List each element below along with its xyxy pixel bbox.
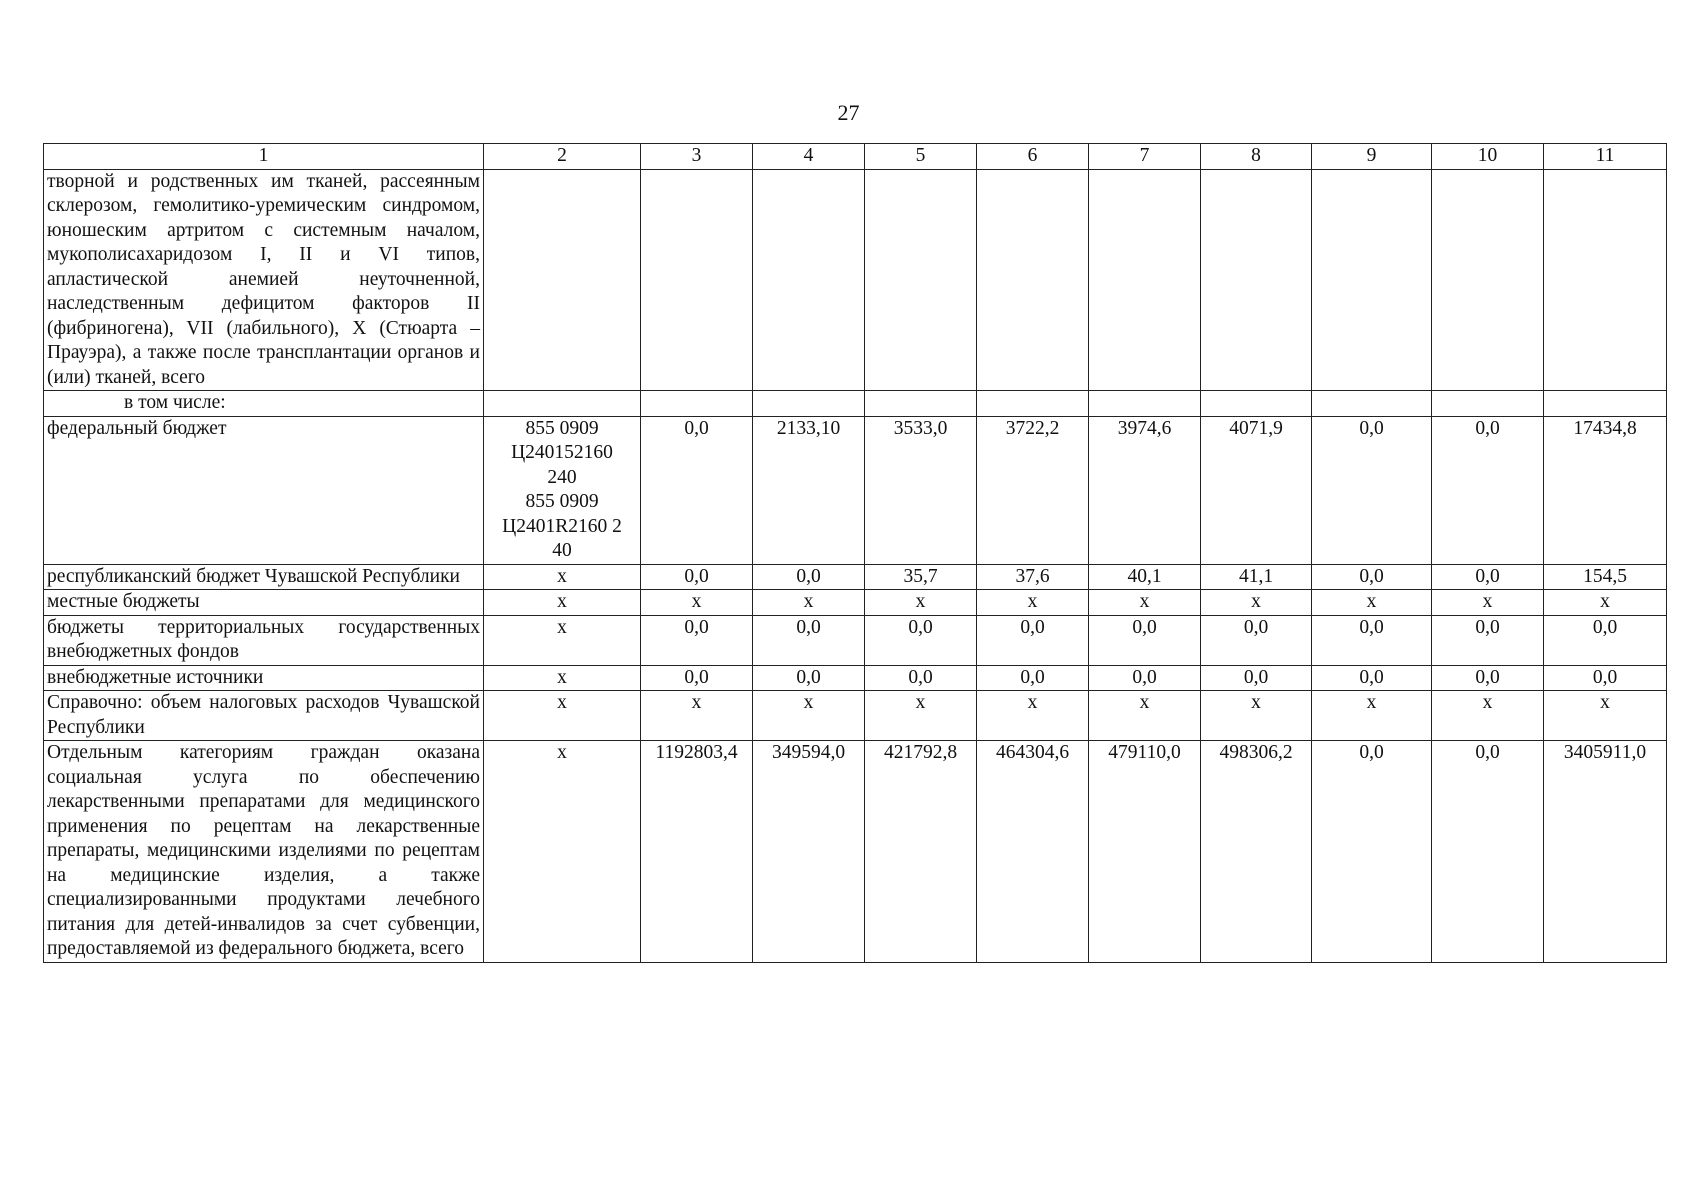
value-cell — [977, 391, 1089, 417]
value-cell: 0,0 — [1312, 741, 1432, 963]
value-cell: 0,0 — [1312, 416, 1432, 564]
value-cell: 0,0 — [1201, 665, 1312, 691]
row-description: внебюджетные источники — [44, 665, 484, 691]
value-cell: x — [977, 590, 1089, 616]
value-cell: 3974,6 — [1089, 416, 1201, 564]
value-cell: x — [865, 590, 977, 616]
value-cell: x — [1089, 590, 1201, 616]
value-cell: 0,0 — [1312, 665, 1432, 691]
budget-code: x — [484, 691, 641, 741]
value-cell: 0,0 — [865, 665, 977, 691]
value-cell: 0,0 — [1544, 665, 1667, 691]
budget-code: x — [484, 615, 641, 665]
value-cell: 0,0 — [641, 416, 753, 564]
value-cell: x — [1312, 590, 1432, 616]
value-cell: 3722,2 — [977, 416, 1089, 564]
value-cell: 479110,0 — [1089, 741, 1201, 963]
value-cell: 0,0 — [1432, 741, 1544, 963]
value-cell: 498306,2 — [1201, 741, 1312, 963]
header-row — [44, 144, 1667, 170]
value-cell: x — [1544, 590, 1667, 616]
value-cell — [753, 391, 865, 417]
budget-code — [484, 169, 641, 391]
page-number: 27 — [837, 100, 860, 125]
header-cell: 9 — [1312, 144, 1432, 170]
value-cell: 3405911,0 — [1544, 741, 1667, 963]
value-cell: 421792,8 — [865, 741, 977, 963]
budget-code: x — [484, 564, 641, 590]
table-row — [44, 564, 1667, 590]
row-description: республиканский бюджет Чувашской Республики — [44, 564, 484, 590]
header-cell: 5 — [865, 144, 977, 170]
value-cell — [977, 169, 1089, 391]
value-cell: 3533,0 — [865, 416, 977, 564]
value-cell: 4071,9 — [1201, 416, 1312, 564]
value-cell: x — [753, 691, 865, 741]
value-cell: 0,0 — [753, 564, 865, 590]
budget-table — [43, 143, 1667, 963]
value-cell — [1544, 391, 1667, 417]
value-cell: 0,0 — [1432, 416, 1544, 564]
value-cell: 0,0 — [1201, 615, 1312, 665]
value-cell — [1201, 391, 1312, 417]
table-row — [44, 615, 1667, 665]
value-cell — [1312, 391, 1432, 417]
value-cell: 0,0 — [1432, 564, 1544, 590]
value-cell: 0,0 — [977, 665, 1089, 691]
value-cell: 0,0 — [977, 615, 1089, 665]
header-cell: 3 — [641, 144, 753, 170]
budget-code-line: 40 — [552, 540, 572, 561]
value-cell — [865, 391, 977, 417]
header-cell: 6 — [977, 144, 1089, 170]
row-description: творной и родственных им тканей, рассеянным склерозом, гемолитико-уремическим синдромом, юношеским артритом с системным началом, мукополисахаридозом I, II и VI типов, апластической анемией неуточненной, наследственным дефицитом факторов II (фибриногена), VII (лабильного), X (Стюарта – Прауэра), а также после трансплантации органов и (или) тканей, всего — [44, 169, 484, 391]
header-cell: 2 — [484, 144, 641, 170]
budget-code-line: Ц2401R2160 2 — [502, 515, 622, 537]
value-cell: x — [977, 691, 1089, 741]
header-cell: 11 — [1544, 144, 1667, 170]
budget-code — [484, 416, 641, 564]
row-description: в том числе: — [44, 391, 484, 417]
value-cell: 0,0 — [1312, 564, 1432, 590]
budget-code: x — [484, 665, 641, 691]
value-cell: 0,0 — [641, 665, 753, 691]
value-cell: 0,0 — [1312, 615, 1432, 665]
value-cell: x — [641, 590, 753, 616]
row-description: бюджеты территориальных государственных внебюджетных фондов — [44, 615, 484, 665]
value-cell: 0,0 — [1432, 665, 1544, 691]
value-cell: 464304,6 — [977, 741, 1089, 963]
header-cell: 8 — [1201, 144, 1312, 170]
row-description: Отдельным категориям граждан оказана социальная услуга по обеспечению лекарственными препаратами для медицинского применения по рецептам на лекарственные препараты, медицинскими изделиями по рецептам на медицинские изделия, а также специализированными продуктами лечебного питания для детей-инвалидов за счет субвенции, предоставляемой из федерального бюджета, всего — [44, 741, 484, 963]
table-row — [44, 691, 1667, 741]
table-row — [44, 169, 1667, 391]
value-cell: x — [1432, 590, 1544, 616]
value-cell: 0,0 — [1089, 615, 1201, 665]
value-cell: 0,0 — [753, 615, 865, 665]
value-cell: 154,5 — [1544, 564, 1667, 590]
value-cell: 37,6 — [977, 564, 1089, 590]
value-cell: 349594,0 — [753, 741, 865, 963]
value-cell: 35,7 — [865, 564, 977, 590]
row-description: местные бюджеты — [44, 590, 484, 616]
value-cell — [1312, 169, 1432, 391]
table-row — [44, 391, 1667, 417]
budget-code — [484, 391, 641, 417]
row-description: федеральный бюджет — [44, 416, 484, 564]
header-cell: 1 — [44, 144, 484, 170]
value-cell: 17434,8 — [1544, 416, 1667, 564]
header-cell: 4 — [753, 144, 865, 170]
budget-code-line: 855 0909 — [525, 417, 599, 439]
value-cell: x — [1089, 691, 1201, 741]
value-cell: 1192803,4 — [641, 741, 753, 963]
value-cell: x — [1201, 691, 1312, 741]
value-cell: x — [1432, 691, 1544, 741]
value-cell — [1201, 169, 1312, 391]
value-cell: x — [1544, 691, 1667, 741]
value-cell: x — [641, 691, 753, 741]
value-cell: 0,0 — [1544, 615, 1667, 665]
value-cell: x — [865, 691, 977, 741]
table-row — [44, 416, 1667, 564]
value-cell — [1432, 169, 1544, 391]
value-cell: 41,1 — [1201, 564, 1312, 590]
value-cell — [753, 169, 865, 391]
value-cell: 0,0 — [641, 564, 753, 590]
value-cell: 40,1 — [1089, 564, 1201, 590]
value-cell — [865, 169, 977, 391]
value-cell: x — [1201, 590, 1312, 616]
value-cell — [1089, 169, 1201, 391]
value-cell: 0,0 — [641, 615, 753, 665]
table-row — [44, 665, 1667, 691]
budget-code: x — [484, 590, 641, 616]
value-cell: 0,0 — [1432, 615, 1544, 665]
value-cell — [1432, 391, 1544, 417]
value-cell — [1544, 169, 1667, 391]
row-description: Справочно: объем налоговых расходов Чувашской Республики — [44, 691, 484, 741]
budget-code-line: 240 — [547, 466, 577, 488]
value-cell: 0,0 — [753, 665, 865, 691]
value-cell: 2133,10 — [753, 416, 865, 564]
budget-code: x — [484, 741, 641, 963]
budget-code-line: Ц240152160 — [511, 442, 613, 463]
budget-code-line: 855 0909 — [525, 491, 599, 512]
value-cell: x — [753, 590, 865, 616]
value-cell — [641, 169, 753, 391]
header-cell: 7 — [1089, 144, 1201, 170]
value-cell: 0,0 — [1089, 665, 1201, 691]
header-cell: 10 — [1432, 144, 1544, 170]
table-row — [44, 741, 1667, 963]
value-cell: 0,0 — [865, 615, 977, 665]
value-cell — [1089, 391, 1201, 417]
value-cell: x — [1312, 691, 1432, 741]
table-row — [44, 590, 1667, 616]
value-cell — [641, 391, 753, 417]
